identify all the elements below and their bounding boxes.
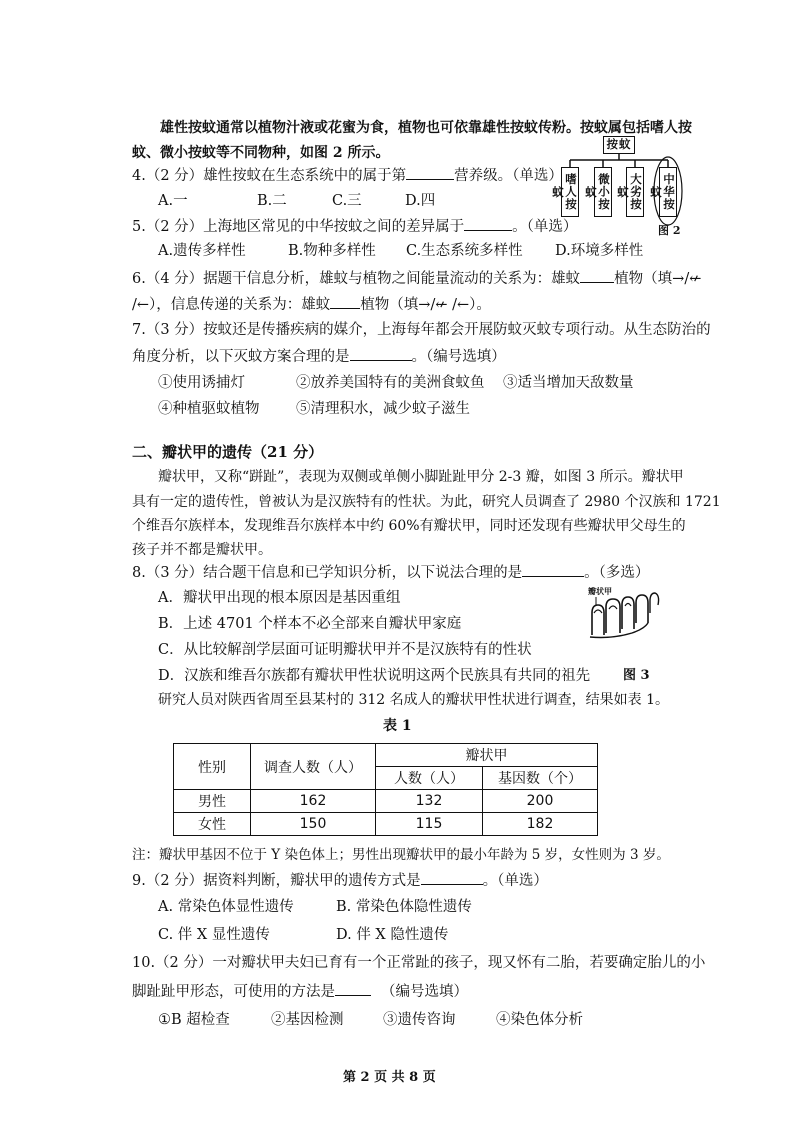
toes-drawing (582, 583, 662, 639)
q6-line-2 (132, 294, 491, 315)
q9-option-a: A. 常染色体显性遗传 (158, 899, 294, 915)
q4-stem-text: 4.（2 分）雄性按蚊在生态系统中的属于第 (132, 168, 407, 184)
q5-option-a: A.遗传多样性 (158, 243, 246, 259)
q9-answer-blank[interactable] (421, 870, 483, 885)
q9-stem-tail: 。（单选） (482, 873, 548, 889)
figure-2-node-2: 微小按蚊 (594, 167, 612, 217)
q8-stem-text: 8.（3 分）结合题干信息和已学知识分析，以下说法合理的是 (132, 565, 523, 581)
header-surveyed: 调查人数（人） (251, 744, 376, 790)
q5-option-b: B.物种多样性 (288, 243, 376, 259)
section-2-para-line-3: 个维吾尔族样本，发现维吾尔族样本中约 60%有瓣状甲，同时还发现有些瓣状甲父母生的 (132, 518, 686, 534)
cell-genes: 182 (483, 813, 598, 836)
q4-stem (132, 165, 563, 186)
q5-answer-blank[interactable] (464, 216, 512, 231)
q10-option-1: ①B 超检查 (158, 1012, 230, 1028)
q10-option-2: ②基因检测 (271, 1012, 344, 1028)
q6-info-blank[interactable] (330, 294, 360, 309)
q8-stem (132, 562, 649, 583)
q8-option-a: A．瓣状甲出现的根本原因是基因重组 (158, 590, 401, 606)
q9-option-b: B. 常染色体隐性遗传 (336, 899, 472, 915)
q4-option-a: A.一 (158, 193, 188, 209)
q10-line-1: 10.（2 分）一对瓣状甲夫妇已育有一个正常趾的孩子，现又怀有二胎，若要确定胎儿的小 (132, 955, 706, 971)
q6-energy-blank[interactable] (580, 268, 614, 283)
figure-3-label: 瓣状甲 (588, 586, 612, 596)
header-sex: 性别 (174, 744, 251, 790)
figure-2-node-4: 中华按蚊 (659, 167, 677, 217)
table-1-caption: 表 1 (383, 718, 412, 734)
table-row (174, 813, 598, 836)
q9-option-c: C. 伴 X 显性遗传 (158, 927, 270, 943)
q10-option-4: ④染色体分析 (496, 1012, 583, 1028)
header-count: 人数（人） (376, 767, 483, 790)
q7-option-3: ③适当增加天敌数量 (503, 375, 634, 391)
q5-stem (132, 216, 577, 237)
q10-answer-blank[interactable] (335, 981, 371, 996)
table-header-row-1 (174, 744, 598, 767)
header-genes: 基因数（个） (483, 767, 598, 790)
figure-3-toenail-illustration (582, 583, 662, 639)
q8-answer-blank[interactable] (522, 562, 584, 577)
q6-part-3: /←），信息传递的关系为：雄蚊 (132, 297, 331, 313)
q10-option-3: ③遗传咨询 (383, 1012, 456, 1028)
q4-option-d: D.四 (405, 193, 436, 209)
q4-answer-blank[interactable] (406, 165, 454, 180)
figure-2-caption: 图 2 (658, 224, 681, 237)
q6-part-2: 植物（填→/↚ (614, 271, 702, 287)
q5-option-c: C.生态系统多样性 (406, 243, 523, 259)
q9-option-d: D. 伴 X 隐性遗传 (336, 927, 449, 943)
q7-option-5: ⑤清理积水，减少蚊子滋生 (296, 401, 470, 417)
cell-sex: 女性 (174, 813, 251, 836)
q7-line-2b: 。（编号选填） (411, 349, 506, 365)
q10-line-2a: 脚趾趾甲形态，可使用的方法是 (132, 984, 335, 1000)
q7-option-1: ①使用诱捕灯 (158, 375, 245, 391)
section-2-para-line-2: 具有一定的遗传性，曾被认为是汉族特有的性状。为此，研究人员调查了 2980 个汉族和 1721 (132, 494, 721, 510)
figure-2-node-3: 大劣按蚊 (626, 167, 644, 217)
q10-line-2b: （编号选填） (381, 984, 468, 1000)
q7-answer-blank[interactable] (350, 346, 412, 361)
q5-stem-tail: 。（单选） (512, 219, 578, 235)
table-1 (173, 743, 598, 836)
cell-surveyed: 162 (251, 790, 376, 813)
q6-part-4: 植物（填→/↚ /←）。 (360, 297, 491, 313)
cell-genes: 200 (483, 790, 598, 813)
q7-line-1: 7.（3 分）按蚊还是传播疾病的媒介，上海每年都会开展防蚊灭蚊专项行动。从生态防治的 (132, 322, 711, 338)
table-note: 注：瓣状甲基因不位于 Y 染色体上；男性出现瓣状甲的最小年龄为 5 岁，女性则为 3 岁。 (132, 847, 670, 863)
cell-surveyed: 150 (251, 813, 376, 836)
q5-option-d: D.环境多样性 (555, 243, 644, 259)
q9-stem (132, 870, 548, 891)
cell-count: 132 (376, 790, 483, 813)
cell-sex: 男性 (174, 790, 251, 813)
figure-3-caption: 图 3 (623, 668, 650, 683)
q4-option-c: C.三 (332, 193, 362, 209)
intro-line-1: 雄性按蚊通常以植物汁液或花蜜为食，植物也可依靠雄性按蚊传粉。按蚊属包括嗜人按 (160, 120, 692, 136)
q9-stem-text: 9.（2 分）据资料判断，瓣状甲的遗传方式是 (132, 873, 421, 889)
q4-option-b: B.二 (257, 193, 287, 209)
q7-line-2 (132, 346, 506, 367)
header-group: 瓣状甲 (376, 744, 598, 767)
q7-option-4: ④种植驱蚊植物 (158, 401, 260, 417)
q8-option-d: D．汉族和维吾尔族都有瓣状甲性状说明这两个民族具有共同的祖先 (158, 668, 591, 684)
table-row (174, 790, 598, 813)
section-2-title: 二、瓣状甲的遗传（21 分） (132, 443, 324, 461)
q5-stem-text: 5.（2 分）上海地区常见的中华按蚊之间的差异属于 (132, 219, 465, 235)
page-footer: 第 2 页 共 8 页 (343, 1070, 436, 1085)
q6-line-1 (132, 268, 701, 289)
section-2-para-line-4: 孩子并不都是瓣状甲。 (132, 542, 272, 558)
q8-option-c: C．从比较解剖学层面可证明瓣状甲并不是汉族特有的性状 (158, 642, 532, 658)
q7-option-2: ②放养美国特有的美洲食蚊鱼 (296, 375, 485, 391)
cell-count: 115 (376, 813, 483, 836)
q6-part-1: 6.（4 分）据题干信息分析，雄蚊与植物之间能量流动的关系为：雄蚊 (132, 271, 581, 287)
q10-line-2 (132, 981, 468, 1002)
survey-description: 研究人员对陕西省周至县某村的 312 名成人的瓣状甲性状进行调查，结果如表 1。 (158, 692, 669, 708)
q4-stem-tail: 营养级。（单选） (454, 168, 563, 184)
q8-stem-tail: 。（多选） (584, 565, 650, 581)
figure-2-node-1: 嗜人按蚊 (561, 167, 579, 217)
section-2-para-line-1: 瓣状甲，又称“跰趾”，表现为双侧或单侧小脚趾趾甲分 2-3 瓣，如图 3 所示。瓣状甲 (158, 469, 684, 485)
figure-2-root-node: 按蚊 (603, 136, 635, 154)
intro-line-2: 蚊、微小按蚊等不同物种，如图 2 所示。 (132, 145, 390, 161)
q7-line-2a: 角度分析，以下灭蚊方案合理的是 (132, 349, 350, 365)
q8-option-b: B．上述 4701 个样本不必全部来自瓣状甲家庭 (158, 616, 462, 632)
